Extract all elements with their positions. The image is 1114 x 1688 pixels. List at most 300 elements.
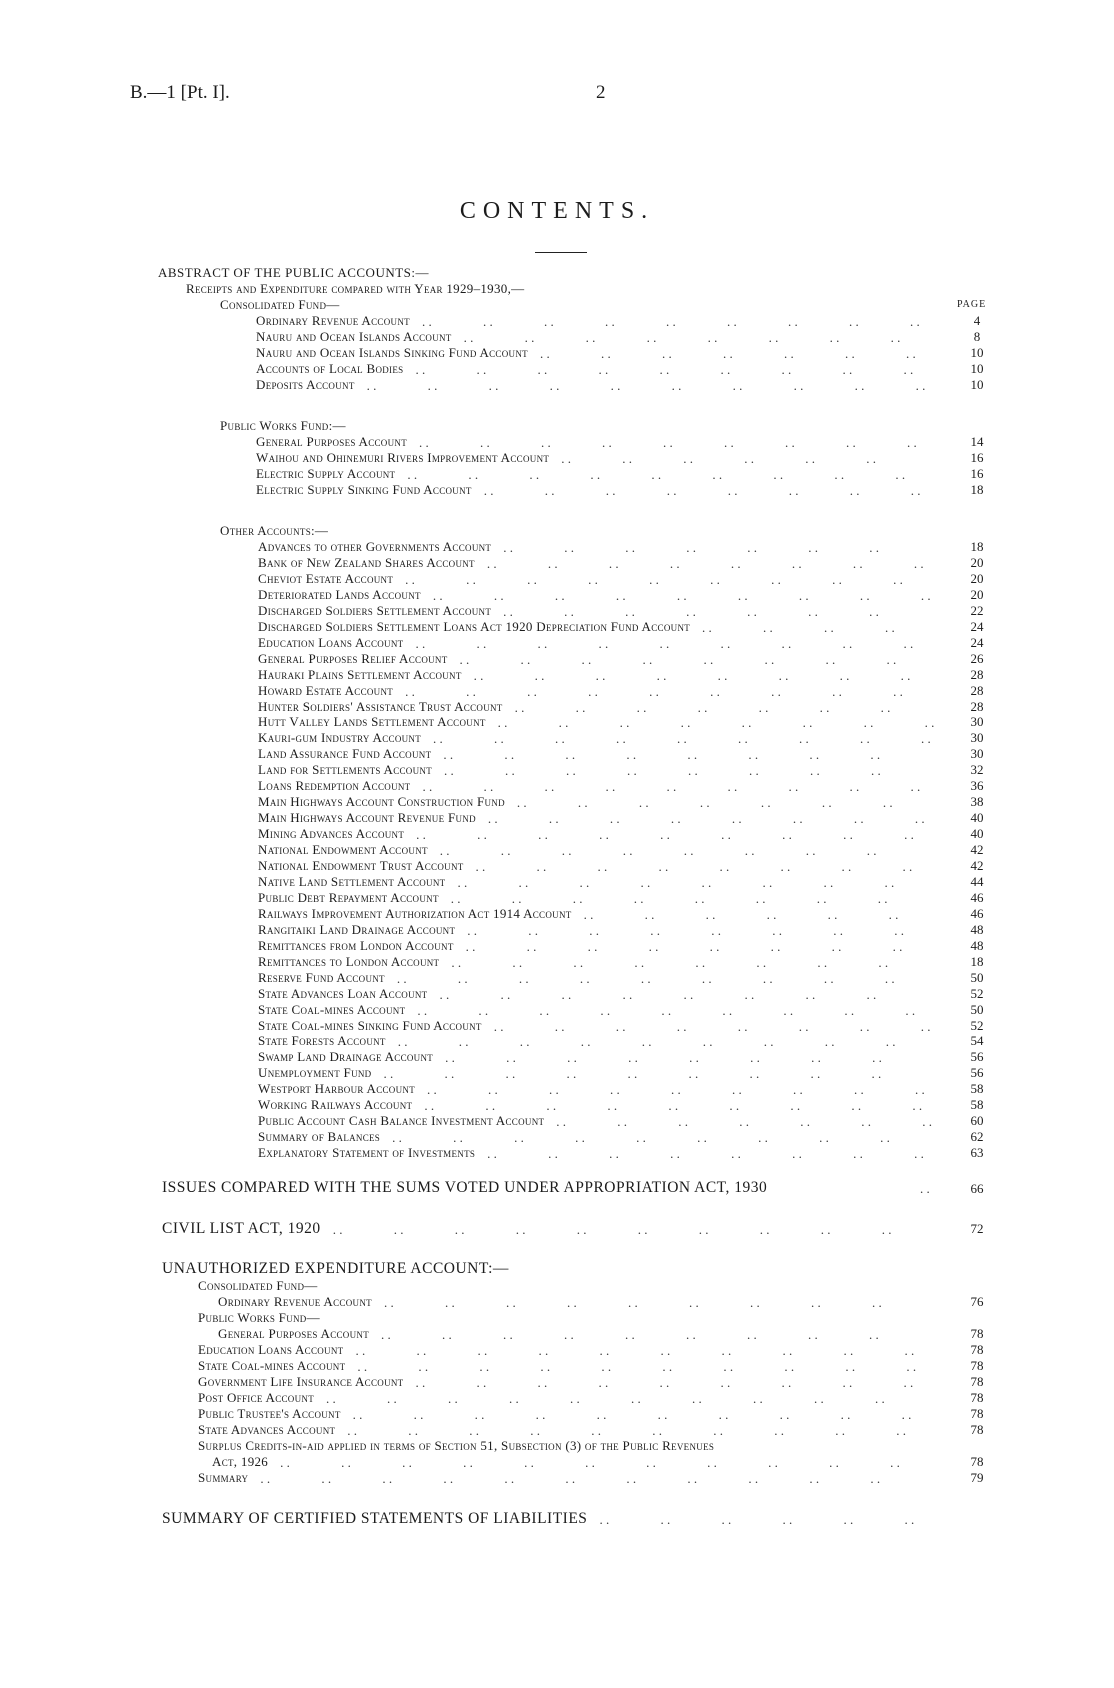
consolidated-entry-leader: . . [781,362,792,377]
consolidated-entry-page: 10 [970,345,984,360]
other-entry-leader: . . [564,540,574,555]
consolidated-entry-leader: . . [829,330,840,345]
other-entry-leader: . . [686,540,696,555]
other-entry-title: Discharged Soldiers Settlement Loans Act 1920 Depreciation Fund Account [258,618,691,634]
other-entry-title: Education Loans Account [258,634,404,650]
unauth-item-leader: . . [659,1375,670,1390]
other-entry-leader: . . [579,874,590,890]
other-entry-leader: . . [670,1146,680,1162]
other-entry-page: 28 [970,698,984,714]
consolidated-entry-page: 10 [970,361,984,376]
other-entry-leader: . . [516,795,527,811]
other-entry-leader: . . [439,986,450,1002]
public-works-entry-title: Electric Supply Account [256,466,396,481]
unauth-item-leader: . . [784,1359,795,1374]
unauth-item-page: 78 [970,1390,984,1405]
consolidated-entry-leader: . . [537,362,548,377]
other-entry-leader: . . [573,954,584,970]
unauth-item-leader: . . [538,1343,549,1358]
consolidated-entry-leader: . . [476,362,487,377]
other-entry-leader: . . [564,603,574,619]
other-entry-leader: . . [737,587,748,603]
other-entry-leader: . . [453,1130,463,1146]
civil-list-leader: . . [515,1222,526,1237]
unauth-summary-leader: . . [443,1471,454,1486]
other-entry-leader: . . [766,906,777,922]
other-entry-leader: . . [598,635,609,651]
other-entry-title: State Coal-mines Account [258,1001,406,1017]
other-entry-leader: . . [832,683,842,699]
other-entry-leader: . . [583,906,594,922]
other-entry-leader: . . [549,1082,559,1098]
other-entry-leader: . . [589,922,600,938]
unauth-item-page: 78 [970,1422,984,1437]
other-entry-leader: . . [727,779,738,795]
consolidated-entry-leader: . . [905,346,916,361]
civil-list-leader: . . [881,1222,892,1237]
other-entry-title: Bank of New Zealand Shares Account [258,554,475,570]
other-entry-leader: . . [575,1130,585,1146]
civil-list-leader: . . [637,1222,648,1237]
unauth-surplus-leader: . . [341,1455,351,1470]
other-entry-leader: . . [457,970,468,986]
other-entry-leader: . . [756,954,767,970]
other-entry-page: 32 [970,762,984,778]
public-works-entry-leader: . . [866,451,876,466]
other-entry-leader: . . [648,938,659,954]
other-entry-leader: . . [416,827,426,843]
other-entry-leader: . . [817,954,828,970]
other-entry-leader: . . [808,540,818,555]
unauth-surplus-leader: . . [402,1455,412,1470]
other-entry-leader: . . [870,747,881,763]
unauthorized-heading: UNAUTHORIZED EXPENDITURE ACCOUNT:— [162,1260,509,1277]
other-entry-title: Cheviot Estate Account [258,570,394,586]
other-entry-leader: . . [852,555,863,571]
other-entry-title: Discharged Soldiers Settlement Account [258,602,492,618]
consolidated-entry-leader: . . [610,378,621,393]
other-entry-leader: . . [819,1130,829,1146]
other-entry-leader: . . [616,731,626,747]
other-entry-leader: . . [824,1034,835,1050]
other-entry-leader: . . [886,651,897,667]
other-entry-leader: . . [744,843,755,859]
other-entry-leader: . . [843,827,853,843]
unauth-surplus-leader: . . [280,1455,290,1470]
public-works-entry-leader: . . [651,467,662,482]
unauth-ordinary-revenue-leader: . . [810,1295,821,1310]
other-entry-title: Public Account Cash Balance Investment Account [258,1113,545,1129]
other-entry-title: State Coal-mines Sinking Fund Account [258,1017,482,1033]
other-entry-leader: . . [500,986,511,1002]
consolidated-entry-leader: . . [600,346,611,361]
other-entry-leader: . . [853,811,864,827]
other-accounts-heading: Other Accounts:— [220,523,329,538]
consolidated-entry-leader: . . [787,314,798,329]
other-entry-leader: . . [595,667,606,683]
civil-list-leader: . . [698,1222,709,1237]
unauth-item-leader: . . [408,1423,419,1438]
other-entry-title: Remittances from London Account [258,937,454,953]
other-entry-leader: . . [466,683,476,699]
unauth-item-leader: . . [906,1359,917,1374]
other-entry-leader: . . [580,1034,591,1050]
other-entry-leader: . . [443,747,454,763]
consolidated-entry-leader: . . [726,314,737,329]
other-entry-page: 63 [970,1145,984,1161]
certified-leader: . . [843,1512,854,1527]
other-entry-leader: . . [678,1114,689,1130]
unauth-item-page: 78 [970,1358,984,1373]
other-entry-leader: . . [861,1114,872,1130]
other-entry-leader: . . [626,747,637,763]
other-entry-leader: . . [488,1082,498,1098]
other-entry-leader: . . [912,1098,923,1114]
other-entry-leader: . . [854,1082,864,1098]
other-entry-page: 24 [970,618,984,634]
unauth-item-leader: . . [357,1359,368,1374]
other-entry-leader: . . [839,667,850,683]
other-entry-leader: . . [628,1050,638,1066]
unauth-item-leader: . . [875,1391,885,1406]
other-entry-leader: . . [415,635,426,651]
public-works-entry-leader: . . [480,435,490,450]
unauth-item-leader: . . [781,1375,792,1390]
other-entry-leader: . . [910,779,921,795]
other-entry-leader: . . [650,922,661,938]
other-entry-leader: . . [900,667,911,683]
other-entry-page: 36 [970,778,984,794]
consolidated-entry-title: Nauru and Ocean Islands Account [256,329,452,344]
other-entry-leader: . . [880,1130,890,1146]
consolidated-entry-leader: . . [915,378,926,393]
unauth-ordinary-revenue-leader: . . [749,1295,760,1310]
other-entry-leader: . . [859,587,870,603]
other-entry-leader: . . [649,571,659,587]
page-number: 2 [596,82,606,103]
unauth-ordinary-revenue-page: 76 [970,1294,984,1309]
unauth-item-leader: . . [840,1407,851,1422]
other-entry-leader: . . [699,795,710,811]
other-entry-leader: . . [565,747,576,763]
other-entry-leader: . . [599,827,609,843]
other-entry-page: 54 [970,1033,984,1049]
document-reference: B.—1 [Pt. I]. [130,82,230,103]
other-entry-leader: . . [625,603,635,619]
other-entry-leader: . . [770,938,781,954]
other-entry-leader: . . [914,811,925,827]
other-entry-leader: . . [790,1098,801,1114]
other-entry-leader: . . [793,1082,803,1098]
unauth-item-leader: . . [591,1423,602,1438]
other-entry-leader: . . [771,571,781,587]
other-entry-leader: . . [922,1114,933,1130]
other-entry-leader: . . [561,843,572,859]
unauth-item-leader: . . [415,1375,426,1390]
other-entry-leader: . . [788,779,799,795]
unauth-item-leader: . . [601,1359,612,1374]
consolidated-entry-leader: . . [783,346,794,361]
other-entry-leader: . . [811,1050,821,1066]
other-entry-leader: . . [536,859,547,874]
consolidated-entry-title: Deposits Account [256,377,355,392]
unauth-item-leader: . . [720,1375,731,1390]
unauth-public-works-heading: Public Works Fund— [198,1310,320,1325]
other-entry-page: 20 [970,586,984,602]
public-works-entry-leader: . . [724,435,734,450]
unauth-summary-leader: . . [626,1471,637,1486]
abstract-subheading: Receipts and Expenditure compared with Year 1929–1930,— [186,281,525,296]
other-entry-leader: . . [676,1018,687,1034]
other-entry-page: 20 [970,554,984,570]
other-entry-leader: . . [798,1018,809,1034]
other-entry-leader: . . [688,1066,699,1082]
other-entry-leader: . . [554,1018,565,1034]
other-entry-leader: . . [748,747,759,763]
other-entry-leader: . . [878,954,889,970]
other-entry-leader: . . [444,1066,455,1082]
other-entry-leader: . . [798,587,809,603]
unauth-item-leader: . . [835,1423,846,1438]
consolidated-entry-leader: . . [844,346,855,361]
other-entry-leader: . . [832,571,842,587]
other-entry-leader: . . [810,1066,821,1082]
unauth-item-leader: . . [903,1375,914,1390]
other-entry-leader: . . [686,603,696,619]
unauth-surplus-leader: . . [585,1455,595,1470]
other-entry-leader: . . [717,667,728,683]
other-entry-leader: . . [821,795,832,811]
title-rule [535,252,587,253]
consolidated-entry-leader: . . [366,378,377,393]
unauth-item-leader: . . [753,1391,763,1406]
other-entry-leader: . . [486,555,497,571]
public-works-entry-title: General Purposes Account [256,434,408,449]
unauth-item-leader: . . [479,1359,490,1374]
other-entry-leader: . . [457,874,468,890]
other-entry-leader: . . [872,1050,882,1066]
other-entry-page: 18 [970,953,984,969]
other-entry-page: 18 [970,539,984,554]
public-works-entry-leader: . . [849,483,860,498]
other-entry-leader: . . [920,1018,931,1034]
other-entry-leader: . . [588,683,598,699]
other-entry-leader: . . [762,970,773,986]
other-entry-leader: . . [884,874,895,890]
other-entry-leader: . . [805,843,816,859]
unauth-item-leader: . . [326,1391,336,1406]
other-entry-page: 20 [970,570,984,586]
unauth-item-leader: . . [782,1343,793,1358]
consolidated-entry-title: Ordinary Revenue Account [256,313,410,328]
consolidated-entry-leader: . . [427,378,438,393]
unauth-item-leader: . . [509,1391,519,1406]
unauth-surplus-page: 78 [970,1454,984,1469]
other-entry-page: 52 [970,1017,984,1033]
unauth-surplus-leader: . . [524,1455,534,1470]
other-entry-leader: . . [764,651,775,667]
other-entry-leader: . . [871,1066,882,1082]
public-works-entry-leader: . . [773,467,784,482]
unauth-summary-leader: . . [870,1471,881,1486]
other-entry-title: Working Railways Account [258,1097,413,1113]
other-entry-leader: . . [397,1034,408,1050]
other-entry-page: 24 [970,634,984,650]
other-entry-leader: . . [544,779,555,795]
other-entry-title: Public Debt Repayment Account [258,889,439,905]
other-entry-page: 42 [970,842,984,858]
consolidated-entry-leader: . . [524,330,535,345]
other-entry-leader: . . [405,683,415,699]
other-entry-title: Railways Improvement Authorization Act 1914 Account [258,905,572,921]
unauth-general-purposes-leader: . . [625,1327,635,1342]
issues-dot-leader: . . [920,1181,930,1196]
other-entry-leader: . . [884,970,895,986]
other-entry-leader: . . [671,1082,681,1098]
other-entry-leader: . . [597,859,608,874]
unauth-ordinary-revenue-leader: . . [566,1295,577,1310]
other-entry-page: 42 [970,858,984,873]
consolidated-entry-leader: . . [646,330,657,345]
other-entry-leader: . . [658,859,669,874]
unauth-surplus-leader: . . [768,1455,778,1470]
other-entry-leader: . . [687,747,698,763]
other-entry-title: Main Highways Account Revenue Fund [258,810,476,826]
other-entry-title: Hunter Soldiers' Assistance Trust Account [258,698,503,714]
unauth-general-purposes-leader: . . [503,1327,513,1342]
public-works-entry-leader: . . [622,451,632,466]
other-entry-leader: . . [711,922,722,938]
unauth-item-leader: . . [476,1375,487,1390]
unauth-item-leader: . . [418,1359,429,1374]
other-entry-leader: . . [871,763,881,779]
civil-list-leader: . . [332,1222,343,1237]
unauth-summary-title: Summary [198,1470,249,1485]
other-entry-leader: . . [823,970,834,986]
other-entry-leader: . . [730,555,741,571]
other-entry-leader: . . [860,731,870,747]
public-works-entry-leader: . . [805,451,815,466]
abstract-heading: ABSTRACT OF THE PUBLIC ACCOUNTS:— [158,265,430,280]
public-works-entry-leader: . . [541,435,551,450]
unauth-surplus-leader: . . [646,1455,656,1470]
other-entry-leader: . . [731,811,742,827]
issues-page: 66 [970,1181,984,1196]
public-works-entry-leader: . . [834,467,845,482]
other-entry-leader: . . [649,683,659,699]
consolidated-entry-page: 8 [973,329,981,344]
other-entry-leader: . . [607,1098,618,1114]
other-entry-leader: . . [738,731,748,747]
consolidated-entry-leader: . . [488,378,499,393]
other-entry-title: National Endowment Trust Account [258,858,464,873]
other-entry-page: 62 [970,1129,984,1145]
other-entry-leader: . . [527,571,537,587]
other-entry-leader: . . [514,1130,524,1146]
other-entry-leader: . . [695,954,706,970]
other-entry-title: Land Assurance Fund Account [258,746,432,762]
other-entry-leader: . . [615,587,626,603]
unauth-item-leader: . . [814,1391,824,1406]
other-entry-leader: . . [802,715,813,731]
certified-leader: . . [660,1512,671,1527]
other-entry-leader: . . [853,1146,863,1162]
consolidated-entry-leader: . . [722,346,733,361]
other-entry-leader: . . [567,1050,577,1066]
public-works-entry-leader: . . [605,483,616,498]
other-entry-leader: . . [600,1002,611,1018]
public-works-entry-leader: . . [727,483,738,498]
other-entry-page: 48 [970,921,984,937]
other-entry-leader: . . [683,986,694,1002]
unauth-item-leader: . . [657,1407,668,1422]
other-entry-leader: . . [710,571,720,587]
other-entry-leader: . . [642,651,653,667]
consolidated-entry-leader: . . [854,378,865,393]
unauth-item-leader: . . [631,1391,641,1406]
other-entry-leader: . . [709,938,720,954]
other-entry-leader: . . [627,1066,638,1082]
unauth-item-leader: . . [474,1407,485,1422]
other-entry-leader: . . [792,1146,802,1162]
other-entry-page: 56 [970,1049,984,1065]
other-entry-leader: . . [641,1034,652,1050]
consolidated-entry-title: Accounts of Local Bodies [256,361,404,376]
other-entry-page: 46 [970,905,984,921]
unauth-item-leader: . . [896,1423,907,1438]
other-entry-leader: . . [405,571,415,587]
issues-entry: ISSUES COMPARED WITH THE SUMS VOTED UNDER APPROPRIATION ACT, 1930 [162,1179,768,1196]
public-works-entry-title: Waihou and Ohinemuri Rivers Improvement Account [256,450,550,465]
public-works-heading: Public Works Fund:— [220,418,346,433]
other-entry-leader: . . [476,635,487,651]
other-entry-leader: . . [894,922,905,938]
other-entry-leader: . . [819,699,830,715]
other-entry-page: 26 [970,650,984,666]
other-entry-leader: . . [609,811,620,827]
unauth-item-leader: . . [660,1343,671,1358]
other-entry-title: Loans Redemption Account [258,778,411,794]
other-entry-leader: . . [608,555,619,571]
other-entry-leader: . . [478,1002,489,1018]
other-entry-page: 48 [970,937,984,953]
unauth-item-leader: . . [355,1343,366,1358]
unauth-item-title: Post Office Account [198,1390,315,1405]
unauth-item-leader: . . [842,1375,853,1390]
consolidated-entry-leader: . . [793,378,804,393]
unauth-item-page: 78 [970,1406,984,1421]
other-entry-leader: . . [424,1098,435,1114]
other-entry-leader: . . [809,747,820,763]
unauth-general-purposes-leader: . . [869,1327,879,1342]
other-entry-leader: . . [744,986,755,1002]
other-entry-leader: . . [661,1002,672,1018]
unauth-item-leader: . . [843,1343,854,1358]
other-entry-leader: . . [617,1114,628,1130]
other-entry-leader: . . [587,938,598,954]
other-entry-leader: . . [902,859,913,874]
other-entry-leader: . . [494,731,504,747]
other-entry-leader: . . [666,779,677,795]
other-entry-page: 40 [970,810,984,826]
consolidated-entry-leader: . . [661,346,672,361]
unauth-summary-page: 79 [970,1470,984,1485]
other-entry-leader: . . [763,619,773,635]
other-entry-leader: . . [842,635,853,651]
other-entry-leader: . . [808,603,818,619]
unauth-item-title: Government Life Insurance Account [198,1374,404,1389]
unauth-general-purposes-leader: . . [381,1327,391,1342]
